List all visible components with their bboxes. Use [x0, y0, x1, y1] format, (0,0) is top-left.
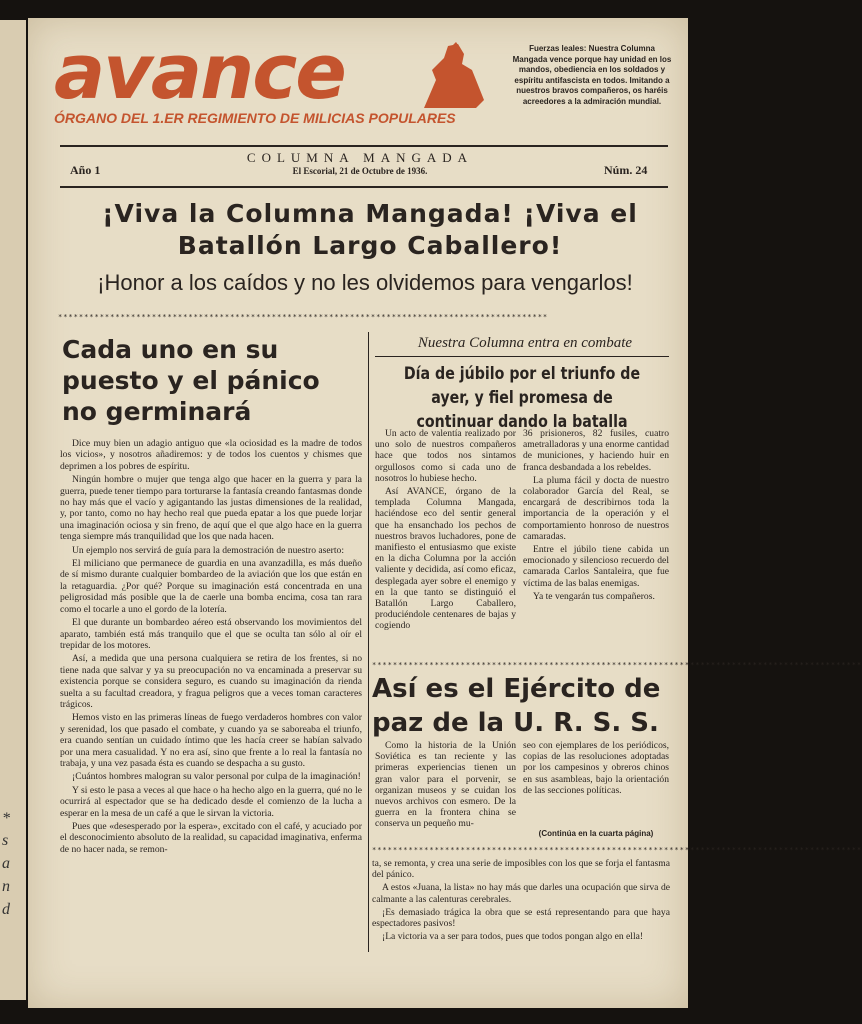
issue-number: Núm. 24	[604, 163, 648, 177]
article2-kicker: Nuestra Columna entra en combate	[417, 335, 633, 351]
kicker-rule	[375, 356, 669, 357]
adjacent-page-fragment: n	[2, 878, 10, 895]
paragraph: El miliciano que permanece de guardia en una avanzadilla, es más dueño de sí mismo durante cualquier bombardeo de la aviación que los que están en la retaguardia. ¿Por qué? Porque su imaginación está concentrada en una peligrosidad más posible que la de caerle una bomba encima, cosa tan rara como el tocarle a uno el gordo de la lotería.	[60, 558, 362, 615]
paragraph: ¡Es demasiado trágica la obra que se está representando para que haya espectadores pasivos!	[372, 906, 670, 930]
paragraph: ¡Cuántos hombres malogran su valor personal por culpa de la imaginación!	[72, 771, 361, 783]
article3-title: Así es el Ejército de paz de la U. R. S. S.	[372, 674, 661, 738]
paragraph: Como la historia de la Unión Soviética es tan reciente y las primeras experiencias tienen un gran valor para el porvenir, se organizan museos y se cuidan los nuevos archivos con esmero. De la guerra en la frontera china se conserva un pequeño mu-	[375, 740, 516, 830]
paragraph: Un ejemplo nos servirá de guía para la demostración de nuestro aserto:	[72, 544, 344, 556]
article3-column-2	[523, 740, 669, 830]
paragraph: El que durante un bombardeo aéreo está observando los movimientos del aparato, también está más tranquilo que el que se oculta tan sólo al oír el trepidar de los motores.	[60, 617, 362, 651]
paragraph: Así AVANCE, órgano de la templada Columna Mangada, haciéndose eco del sentir general que ha ensanchado los pechos de nuestros bravos luchadores, pone de manifiesto el entusiasmo que existe en la dicha Columna por la acción valiente y decidida, así como eficaz, desplegada ayer sobre el enemigo y en la que tanto se distinguió el Batallón Largo Caballero, produciéndole centenares de bajas y cogiendo	[375, 486, 516, 632]
star-separator: **********************************************************************************************	[372, 846, 862, 854]
article1-continuation	[372, 858, 670, 950]
paragraph: Entre el júbilo tiene cabida un emocionado y silencioso recuerdo del camarada Carlos Santaleira, que fue víctima de las balas enemigas.	[523, 544, 669, 589]
column-name: COLUMNA MANGADA	[246, 150, 474, 165]
paragraph: Ya te vengarán tus compañeros.	[533, 590, 655, 602]
star-separator: **********************************************************************************************	[372, 661, 862, 669]
paragraph: ¡La victoria va a ser para todos, pues que todos pongan algo en ella!	[382, 931, 644, 943]
raised-fist-icon	[414, 40, 494, 110]
masthead-motto: Fuerzas leales: Nuestra Columna Mangada vence porque hay unidad en los mandos, obediencia en los soldados y espíritu antifascista en todos. Imitando a nuestros bravos compañeros, os haréis acreedores a la admiración mundial.	[512, 44, 672, 106]
paragraph: Dice muy bien un adagio antiguo que «la ociosidad es la madre de todos los vicios», y nosotros añadiremos: y de todos los cuentos y chismes que deprimen a los pobres de espíritu.	[60, 438, 362, 472]
paragraph: Y si esto le pasa a veces al que hace o ha hecho algo en la guerra, qué no le ocurrirá al espectador que se ha dedicado desde el comienzo de la lucha a esperar en la mesa de un café a que le sirvan la victoria.	[60, 784, 362, 819]
paragraph: A estos «Juana, la lista» no hay más que darles una ocupación que sirva de calmante a las calenturas cerebrales.	[372, 882, 670, 905]
adjacent-page-fragment: d	[2, 901, 10, 918]
paragraph: ta, se remonta, y crea una serie de imposibles con los que se forja el fantasma del pánico.	[372, 858, 670, 881]
issue-center	[200, 150, 520, 176]
masthead-title: avance	[54, 27, 345, 116]
paragraph: 36 prisioneros, 82 fusiles, cuatro ametralladoras y una enorme cantidad de municiones, y haciendo huir en franca desbandada a los rebeldes.	[523, 428, 669, 473]
masthead	[54, 27, 490, 128]
paragraph: Hemos visto en las primeras líneas de fuego verdaderos hombres con valor y serenidad, los que pasado el combate, y cuando ya se saboreaba el triunfo, era cuando sentían un cuidado íntimo que les hacía creer se habían salvado por una mera casualidad. Y no era así, sino que frente a lo real la fantasía no trabaja, y una vez pasada ésta es cuando se despacha a su gusto.	[60, 712, 362, 769]
masthead-subtitle: ÓRGANO DEL 1.ER REGIMIENTO DE MILICIAS POPULARES	[54, 110, 456, 126]
header-rule-top	[60, 145, 668, 147]
adjacent-page-edge	[0, 20, 26, 1000]
article3-column-1	[375, 740, 516, 840]
adjacent-page-fragment: *	[2, 810, 10, 827]
sub-headline: ¡Honor a los caídos y no les olvidemos para vengarlos!	[97, 270, 633, 295]
continued-note: (Continúa en la cuarta página)	[538, 829, 654, 838]
column-divider	[368, 332, 369, 952]
star-separator: **********************************************************************************************	[58, 313, 549, 321]
paragraph: La pluma fácil y docta de nuestro colaborador García del Real, se encargará de describirnos toda la importancia de la operación y el comportamiento honroso de nuestros camaradas.	[523, 474, 669, 542]
paragraph: Un acto de valentía realizado por uno solo de nuestros compañeros hace que todos nos sintamos orgullosos como si cada uno de nosotros lo hubiese hecho.	[375, 428, 516, 484]
paragraph: Pues que «desesperado por la espera», excitado con el café, y acuciado por el desconocimiento absoluto de la realidad, su capacidad imaginativa, enferma de no hacer nada, se remon-	[60, 821, 362, 855]
article2-column-2	[523, 428, 669, 656]
issue-date: El Escorial, 21 de Octubre de 1936.	[292, 166, 428, 176]
adjacent-page-fragment: a	[2, 855, 10, 872]
article1-body	[60, 438, 362, 954]
issue-year: Año 1	[70, 163, 101, 177]
header-rule-bottom	[60, 186, 668, 188]
paragraph: Así, a medida que una persona cualquiera se retira de los frentes, si no tiene nada que salvar y ya su preocupación no va encaminada a preservar su existencia porque se considera seguro, es cuando su imaginación da rienda suelta a su facultad creadora, y fragua peligros que a veces toman caracteres trágicos.	[60, 653, 362, 710]
adjacent-page-fragment: s	[2, 832, 9, 849]
paragraph: seo con ejemplares de los periódicos, copias de las resoluciones adoptadas por los campesinos y obreros chinos en sus asambleas, bajo la orientación de las secciones políticas.	[523, 740, 669, 796]
article1-title: Cada uno en su puesto y el pánico no germinará	[62, 335, 320, 426]
main-headline: ¡Viva la Columna Mangada! ¡Viva el Batallón Largo Caballero!	[102, 199, 638, 260]
article2-column-1	[375, 428, 516, 656]
paragraph: Ningún hombre o mujer que tenga algo que hacer en la guerra y para la guerra, puede tener tiempo para torturarse la fantasía creando fantasmas donde no hay más que el vacío y agigantando las justas dimensiones de la realidad, y, por tanto, como no hay hecho real que pueda epatar a los que puede lorjar una imaginación ociosa y sin freno, de aquí que el que algo hace en la guerra tenga siempre más tranquilidad que los que nada hacen.	[60, 474, 362, 543]
article2-title: Día de júbilo por el triunfo de ayer, y fiel promesa de continuar dando la batalla	[403, 364, 641, 431]
